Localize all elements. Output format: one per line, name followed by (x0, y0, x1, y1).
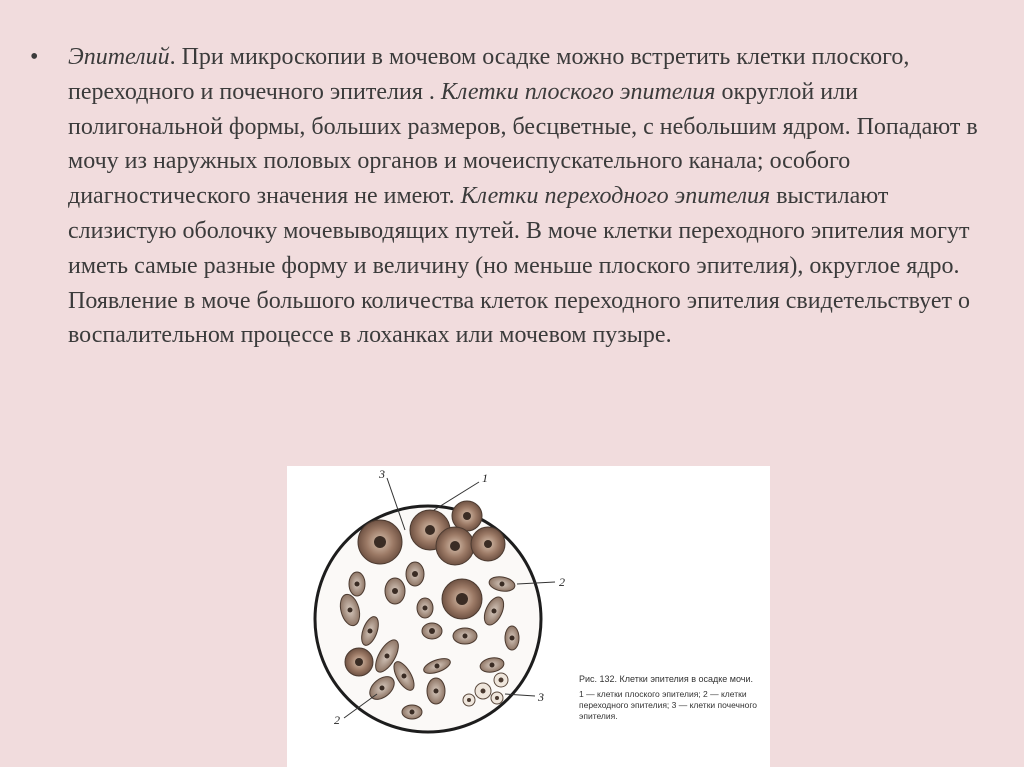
figure-caption (579, 674, 765, 722)
paragraph-segment: . При микроскопии в мочевом осадке можно встретить клетки плоского, переходного и почечного эпителия . (68, 44, 910, 105)
label-2-right: 2 (559, 575, 565, 589)
term-epithelium: Эпителий (68, 44, 170, 70)
term-transitional-cells: Клетки переходного эпителия (460, 183, 771, 210)
label-3-top: 3 (379, 467, 385, 481)
caption-title: Рис. 132. Клетки эпителия в осадке мочи. (579, 674, 754, 684)
bullet-marker: • (30, 44, 39, 70)
term-squamous-cells: Клетки плоского эпителия (440, 78, 716, 105)
label-2-left: 2 (334, 713, 340, 727)
microscope-field-illustration (287, 466, 770, 767)
label-3-bottom: 3 (538, 690, 544, 704)
microscopy-figure (287, 466, 770, 767)
label-1: 1 (482, 471, 488, 485)
body-paragraph (68, 40, 998, 353)
paragraph-segment: округлой или полигональной формы, больших размеров, бесцветные, с небольшим ядром. Попадают в мочу из наружных половых органов и мочеиспускательного канала; особого диагностического значения не имеют. (68, 78, 978, 210)
caption-legend: 1 — клетки плоского эпителия; 2 — клетки переходного эпителия; 3 — клетки почечного эпителия. (579, 688, 758, 721)
paragraph-segment: выстилают слизистую оболочку мочевыводящих путей. В моче клетки переходного эпителия могут иметь самые разные форму и величину (но меньше плоского эпителия), округлое ядро. Появление в моче большого количества клеток переходного эпителия свидетельствует о воспалительном процессе в лоханках или мочевом пузыре. (68, 183, 971, 349)
